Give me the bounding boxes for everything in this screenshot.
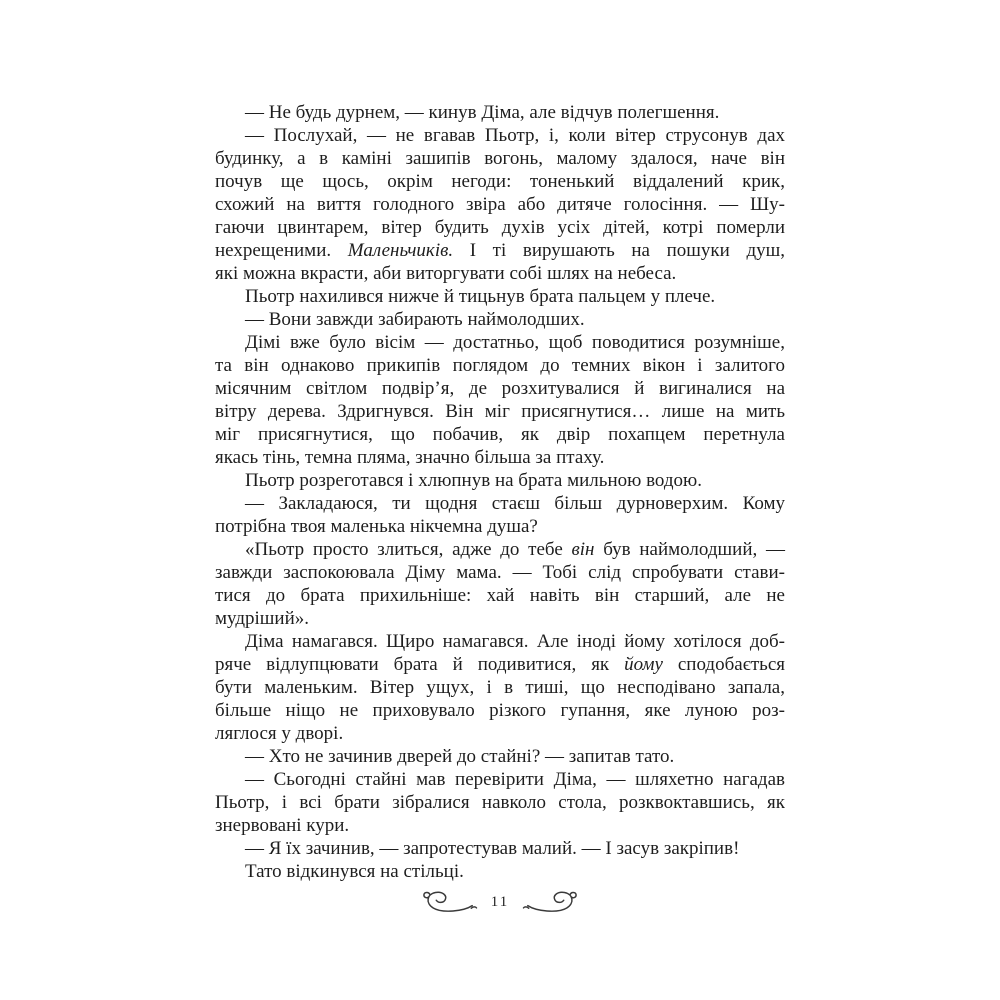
text-segment: які можна вкрасти, аби виторгувати собі шлях на небеса. xyxy=(215,263,677,284)
text-segment: почув ще щось, окрім негоди: тоненький віддалений крик, xyxy=(215,171,785,192)
text-segment: Тато відкинувся на стільці. xyxy=(245,861,464,882)
paragraph-line xyxy=(215,400,785,423)
text-segment: нехрещеними. xyxy=(215,240,348,261)
paragraph-line xyxy=(215,561,785,584)
paragraph-line xyxy=(215,653,785,676)
italic-text-segment: Маленьчиків. xyxy=(347,240,454,261)
italic-text-segment: він xyxy=(571,539,595,560)
paragraph-line xyxy=(215,331,785,354)
paragraph-line xyxy=(215,354,785,377)
paragraph-line xyxy=(215,308,785,331)
paragraph-line xyxy=(215,446,785,469)
paragraph-line xyxy=(215,768,785,791)
paragraph-line xyxy=(215,216,785,239)
paragraph xyxy=(215,469,785,492)
paragraph-line xyxy=(215,124,785,147)
text-segment: Діма намагався. Щиро намагався. Але іноді йому хотілося доб- xyxy=(245,631,785,652)
paragraph xyxy=(215,768,785,837)
paragraph-line xyxy=(215,676,785,699)
paragraph-line xyxy=(215,285,785,308)
text-segment: тися до брата прихильніше: хай навіть він старший, але не xyxy=(215,585,785,606)
paragraph-line xyxy=(215,147,785,170)
text-segment: міг присягнутися, що побачив, як двір похапцем перетнула xyxy=(215,424,785,445)
paragraph-line xyxy=(215,377,785,400)
text-segment: мудріший». xyxy=(215,608,309,629)
text-segment: вітру дерева. Здригнувся. Він міг присягнутися… лише на мить xyxy=(215,401,785,422)
text-segment: — Хто не зачинив дверей до стайні? — запитав тато. xyxy=(245,746,675,767)
text-segment: І ті вирушають на пошуки душ, xyxy=(453,240,786,261)
paragraph-line xyxy=(215,538,785,561)
paragraph-line xyxy=(215,722,785,745)
paragraph-line xyxy=(215,791,785,814)
paragraph-line xyxy=(215,515,785,538)
paragraph-line xyxy=(215,584,785,607)
paragraph-line xyxy=(215,699,785,722)
paragraph-line xyxy=(215,193,785,216)
paragraph-line xyxy=(215,170,785,193)
paragraph xyxy=(215,630,785,745)
text-segment: якась тінь, темна пляма, значно більша за птаху. xyxy=(215,447,605,468)
text-segment: гаючи цвинтарем, вітер будить духів усіх дітей, котрі померли xyxy=(215,217,785,238)
paragraph-line xyxy=(215,423,785,446)
paragraph-line xyxy=(215,630,785,653)
paragraph xyxy=(215,492,785,538)
text-segment: Пьотр, і всі брати зібралися навколо стола, розквоктавшись, як xyxy=(215,792,785,813)
italic-text-segment: йому xyxy=(624,654,663,675)
text-segment: потрібна твоя маленька нікчемна душа? xyxy=(215,516,538,537)
paragraph-line xyxy=(215,814,785,837)
text-segment: — Закладаюся, ти щодня стаєш більш дурноверхим. Кому xyxy=(245,493,785,514)
text-segment: — Сьогодні стайні мав перевірити Діма, — шляхетно нагадав xyxy=(245,769,785,790)
flourish-right-icon xyxy=(522,888,580,914)
text-segment: був наймолодший, — xyxy=(594,539,785,560)
paragraph xyxy=(215,837,785,860)
paragraph-line xyxy=(215,745,785,768)
text-segment: та він однаково прикипів поглядом до темних вікон і залитого xyxy=(215,355,785,376)
paragraph xyxy=(215,331,785,469)
text-segment: більше ніщо не приховувало різкого гупання, яке луною роз- xyxy=(215,700,785,721)
text-segment: місячним світлом подвір’я, де розхитувалися й вигиналися на xyxy=(215,378,785,399)
text-segment: ряче відлупцювати брата й подивитися, як xyxy=(215,654,625,675)
paragraph-line xyxy=(215,860,785,883)
paragraph-line xyxy=(215,607,785,630)
paragraph-line xyxy=(215,101,785,124)
paragraph xyxy=(215,285,785,308)
page-text-block xyxy=(215,101,785,883)
paragraph xyxy=(215,538,785,630)
paragraph-line xyxy=(215,262,785,285)
paragraph xyxy=(215,308,785,331)
text-segment: — Послухай, — не вгавав Пьотр, і, коли вітер струсонув дах xyxy=(245,125,785,146)
text-segment: Дімі вже було вісім — достатньо, щоб поводитися розумніше, xyxy=(245,332,785,353)
text-segment: — Не будь дурнем, — кинув Діма, але відчув полегшення. xyxy=(245,102,720,123)
text-segment: будинку, а в каміні зашипів вогонь, малому здалося, наче він xyxy=(215,148,785,169)
text-segment: Пьотр розреготався і хлюпнув на брата мильною водою. xyxy=(245,470,702,491)
paragraph xyxy=(215,745,785,768)
paragraph-line xyxy=(215,837,785,860)
paragraph-line xyxy=(215,492,785,515)
page-footer xyxy=(215,888,785,914)
flourish-left-icon xyxy=(420,888,478,914)
text-segment: сподобається xyxy=(662,654,785,675)
text-segment: бути маленьким. Вітер ущух, і в тиші, що несподівано запала, xyxy=(215,677,785,698)
text-segment: Пьотр нахилився нижче й тицьнув брата пальцем у плече. xyxy=(245,286,716,307)
text-segment: знервовані кури. xyxy=(215,815,350,836)
paragraph xyxy=(215,860,785,883)
text-segment: — Вони завжди забирають наймолодших. xyxy=(245,309,585,330)
text-segment: завжди заспокоювала Діму мама. — Тобі слід спробувати стави- xyxy=(215,562,785,583)
text-segment: ляглося у дворі. xyxy=(215,723,344,744)
page-number: 11 xyxy=(490,893,510,910)
paragraph-line xyxy=(215,239,785,262)
paragraph xyxy=(215,124,785,285)
paragraph xyxy=(215,101,785,124)
text-segment: — Я їх зачинив, — запротестував малий. — І засув закріпив! xyxy=(245,838,740,859)
text-segment: схожий на виття голодного звіра або дитяче голосіння. — Шу- xyxy=(215,194,785,215)
text-segment: «Пьотр просто злиться, адже до тебе xyxy=(245,539,572,560)
paragraph-line xyxy=(215,469,785,492)
